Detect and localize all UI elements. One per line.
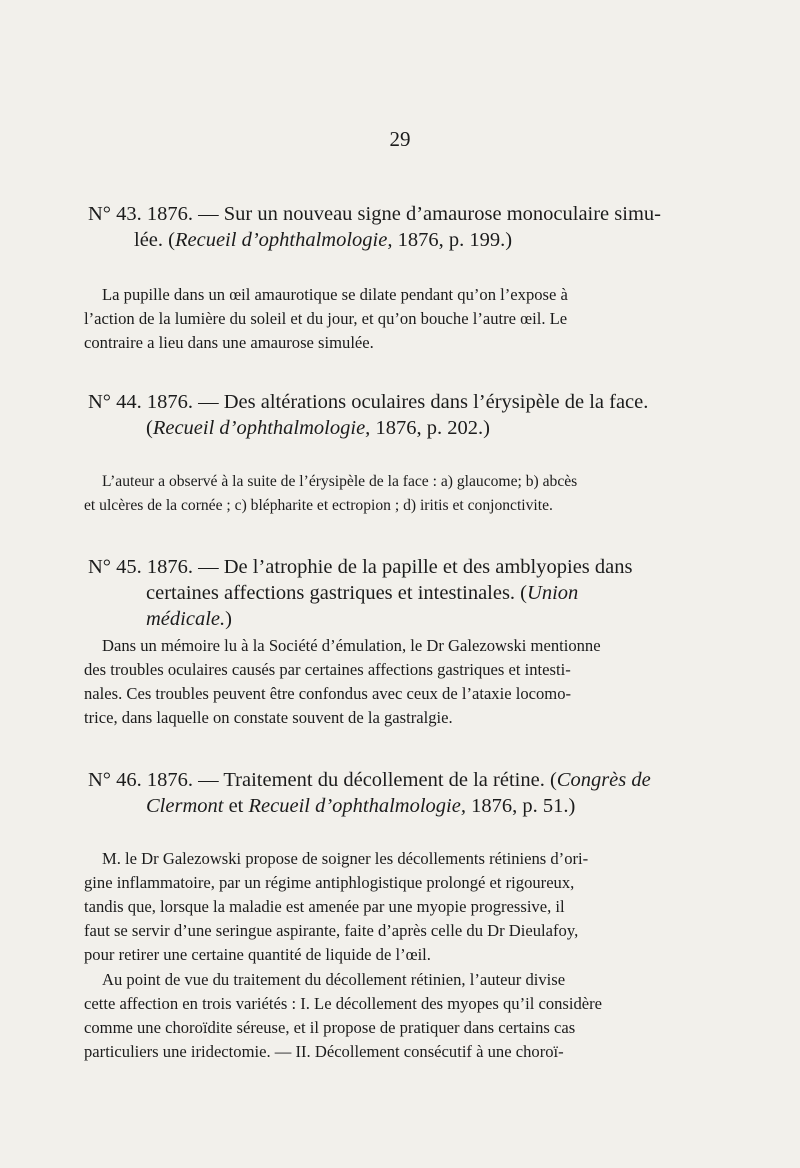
entry-title-44-ref: 1876, p. 202.): [370, 417, 490, 439]
entry-body-43-line: l’action de la lumière du soleil et du jour, et qu’on bouche l’autre œil. Le: [84, 309, 568, 328]
entry-title-45-line2: [88, 580, 668, 632]
entry-title-46-city: Clermont: [146, 795, 224, 817]
entry-body-46-line: comme une choroïdite séreuse, et il propose de pratiquer dans certains cas: [84, 1018, 576, 1037]
entry-body-46-line: Au point de vue du traitement du décollement rétinien, l’auteur divise: [102, 970, 566, 989]
entry-title-43-journal: Recueil d’ophthalmologie,: [174, 229, 393, 251]
entry-title-44-prefix: (: [146, 417, 153, 439]
entry-title-46-line1: [88, 769, 651, 791]
entry-body-46: [84, 847, 667, 967]
entry-title-46-heading: N° 46. 1876. — Traitement du décollement de la rétine. (: [88, 769, 557, 791]
entry-body-44: [84, 470, 667, 518]
entry-title-46-congress: Congrès de: [556, 769, 651, 791]
entry-title-43-line2: [88, 227, 668, 253]
entry-body-43-line: La pupille dans un œil amaurotique se dilate pendant qu’on l’expose à: [102, 285, 568, 304]
entry-body-44-line: et ulcères de la cornée ; c) blépharite et ectropion ; d) iritis et conjonctivite.: [84, 497, 553, 514]
entry-title-46-and: et: [223, 795, 249, 817]
entry-body-45-line: nales. Ces troubles peuvent être confondus avec ceux de l’ataxie locomo-: [84, 684, 572, 703]
entry-body-45-line: Dans un mémoire lu à la Société d’émulation, le Dr Galezowski mentionne: [102, 636, 601, 655]
entry-title-45-ref: ): [225, 608, 232, 630]
entry-title-46-line2: [88, 793, 668, 819]
entry-title-43-prefix: lée. (: [134, 229, 175, 251]
entry-body-45: [84, 634, 667, 730]
entry-body-43-line: contraire a lieu dans une amaurose simulée.: [84, 333, 374, 352]
entry-title-45: [88, 554, 668, 632]
entry-body-46-line: cette affection en trois variétés : I. Le décollement des myopes qu’il considère: [84, 994, 603, 1013]
entry-title-46: [88, 767, 668, 819]
page-number: 29: [389, 127, 411, 151]
entry-body-46-line: gine inflammatoire, par un régime antiphlogistique prolongé et rigoureux,: [84, 873, 575, 892]
entry-body-46-line: M. le Dr Galezowski propose de soigner les décollements rétiniens d’ori-: [102, 849, 589, 868]
entry-title-43-ref: 1876, p. 199.): [392, 229, 513, 251]
entry-body-46-line: pour retirer une certaine quantité de liquide de l’œil.: [84, 945, 431, 964]
entry-body-45-line: des troubles oculaires causés par certaines affections gastriques et intesti-: [84, 660, 571, 679]
entry-body-45-line: trice, dans laquelle on constate souvent de la gastralgie.: [84, 708, 453, 727]
entry-title-43: [88, 201, 668, 253]
entry-body-46-line: faut se servir d’une seringue aspirante, faite d’après celle du Dr Dieulafoy,: [84, 921, 579, 940]
entry-title-45-prefix: certaines affections gastriques et intestinales. (: [146, 582, 528, 604]
entry-title-44-line2: [88, 415, 668, 441]
entry-body-46-line: particuliers une iridectomie. — II. Décollement consécutif à une choroï-: [84, 1042, 564, 1061]
entry-title-44-line1: N° 44. 1876. — Des altérations oculaires dans l’érysipèle de la face.: [88, 391, 649, 413]
entry-title-44: [88, 389, 668, 441]
entry-body-43: [84, 283, 667, 355]
entry-title-44-journal: Recueil d’ophthalmologie,: [152, 417, 371, 439]
entry-title-45-journal: Union médicale.: [146, 582, 579, 630]
entry-body-46-line: tandis que, lorsque la maladie est amenée par une myopie progressive, il: [84, 897, 565, 916]
entry-title-46-journal: Recueil d’ophthalmologie,: [248, 795, 466, 817]
entry-body-44-line: L’auteur a observé à la suite de l’érysipèle de la face : a) glaucome; b) abcès: [102, 473, 578, 490]
entry-title-46-ref: 1876, p. 51.): [465, 795, 576, 817]
entry-title-45-line1: N° 45. 1876. — De l’atrophie de la papille et des amblyopies dans: [88, 556, 633, 578]
entry-body-46-continued: [84, 968, 667, 1064]
entry-title-43-line1: N° 43. 1876. — Sur un nouveau signe d’amaurose monoculaire simu-: [88, 203, 661, 225]
